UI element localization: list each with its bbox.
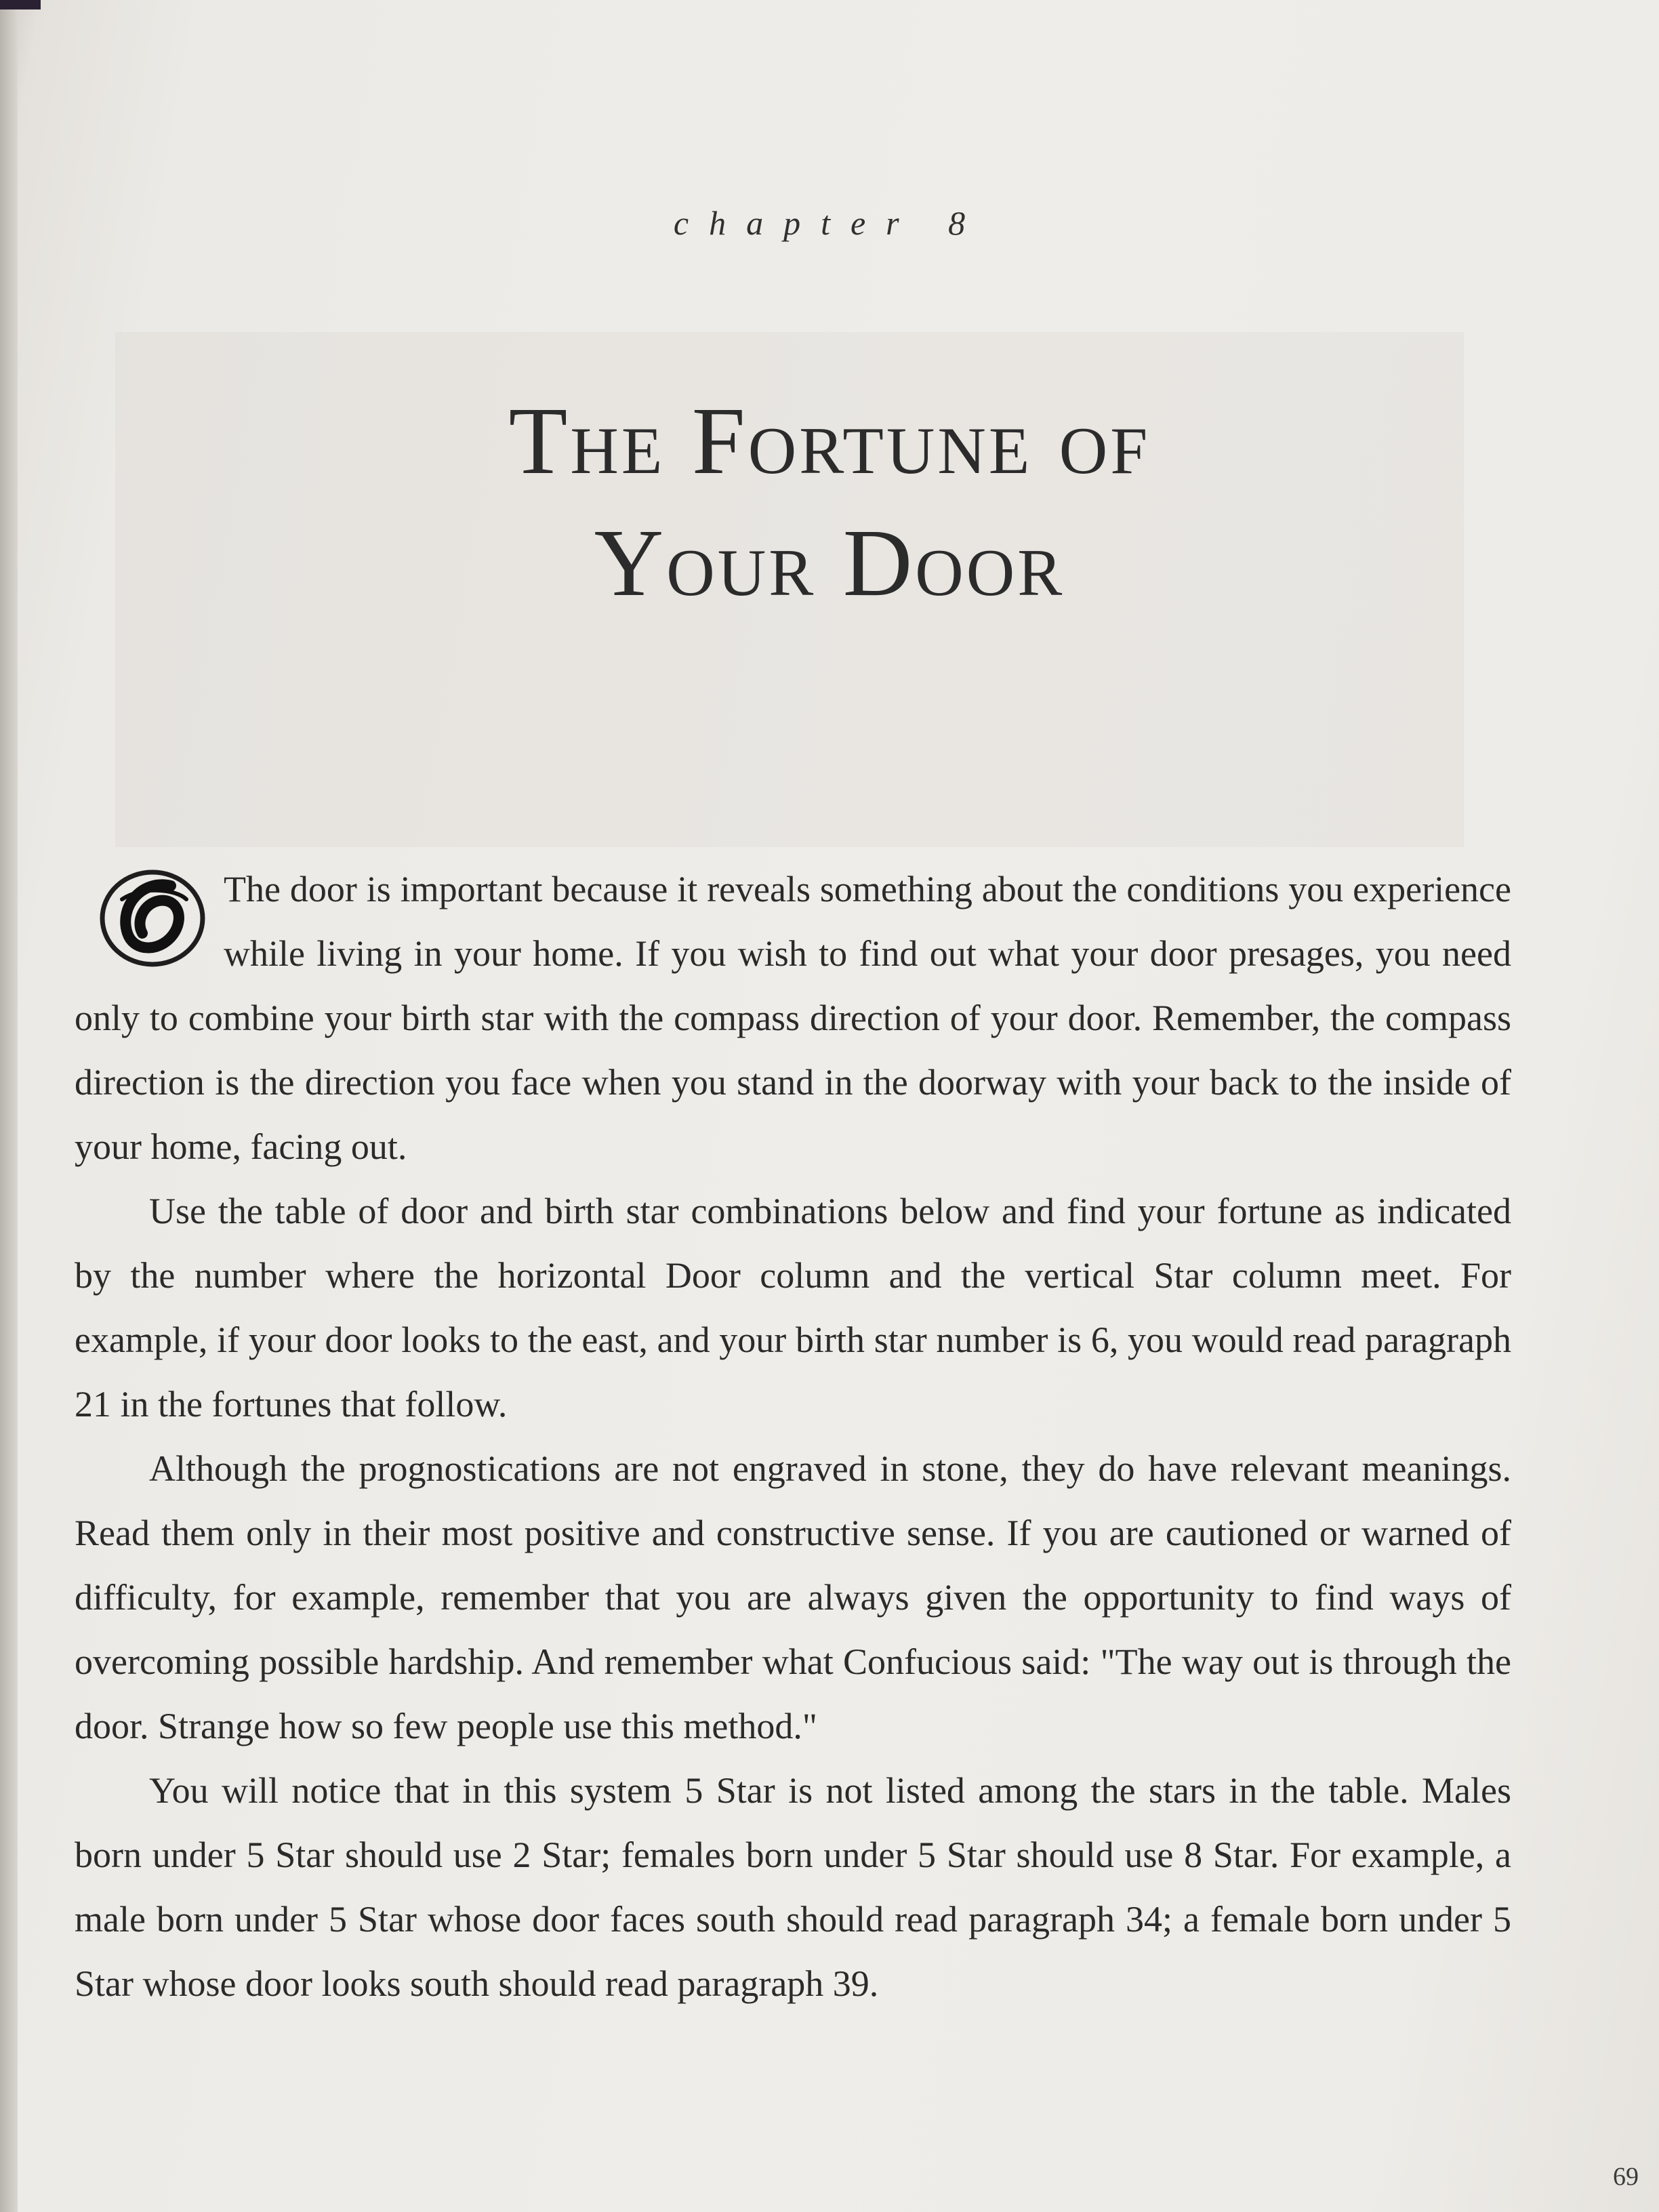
drop-cap-o-icon xyxy=(95,859,210,974)
chapter-title xyxy=(0,380,1659,623)
paragraph-4: You will notice that in this system 5 Star is not listed among the stars in the table. Males born under 5 Star should use 2 Star; females born under 5 Star should use 8 Star. For example, a male born under 5 Star whose door faces south should read paragraph 34; a female born under 5 Star whose door looks south should read paragraph 39. xyxy=(75,1770,1511,2004)
chapter-title-line-1: The Fortune of xyxy=(508,387,1151,494)
paragraph-3: Although the prognostications are not engraved in stone, they do have relevant meanings. Read them only in their most positive and constructive sense. If you are cautioned or warned of difficulty, for example, remember that you are always given the opportunity to find ways of overcoming possible hardship. And remember what Confucious said: "The way out is through the door. Strange how so few people use this method." xyxy=(75,1448,1511,1746)
paragraph-1: The door is important because it reveals something about the conditions you experience while living in your home. If you wish to find out what your door presages, you need only to combine your birth star with the compass direction of your door. Remember, the compass direction is the direction you face when you stand in the doorway with your back to the inside of your home, facing out. xyxy=(75,869,1511,1167)
page-number: 69 xyxy=(1613,2163,1639,2191)
paragraph-2: Use the table of door and birth star combinations below and find your fortune as indicated by the number where the horizontal Door column and the vertical Star column meet. For example, if your door looks to the east, and your birth star number is 6, you would read paragraph 21 in the fortunes that follow. xyxy=(75,1191,1511,1425)
page-binding-shadow xyxy=(0,0,18,2212)
page-corner-mark xyxy=(0,0,41,9)
chapter-title-line-2: Your Door xyxy=(594,509,1065,616)
chapter-label: chapter 8 xyxy=(673,204,986,242)
body-text xyxy=(75,857,1511,2016)
